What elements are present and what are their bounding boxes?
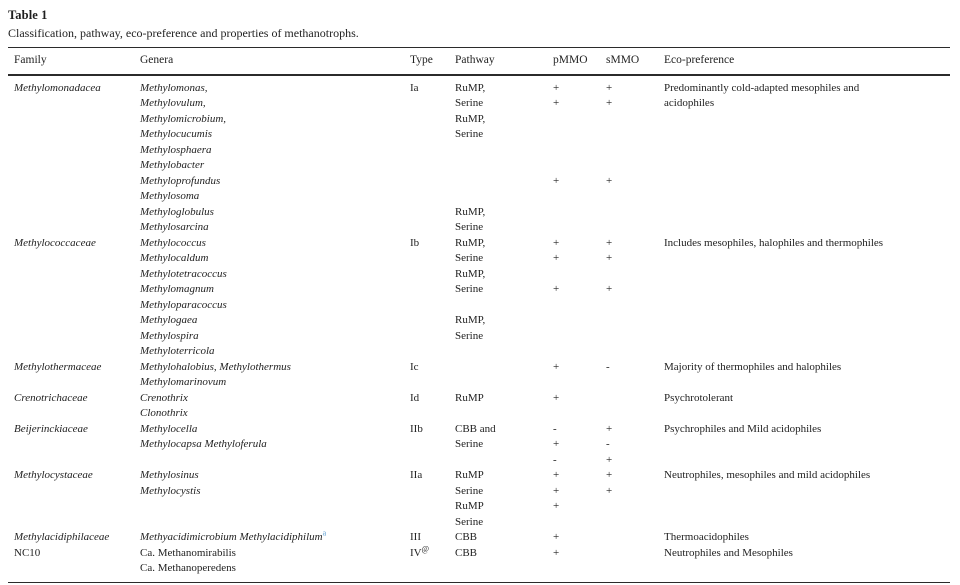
- family-cell: [8, 313, 140, 329]
- genera-cell: Methylogaea: [140, 314, 198, 326]
- methanotrophs-table: [8, 47, 950, 583]
- genera-cell: Methyloprofundus: [140, 174, 221, 187]
- eco-preference-cell: [664, 282, 950, 298]
- pmmo-cell: [553, 143, 606, 159]
- pmmo-cell: [553, 329, 606, 345]
- family-cell: [8, 282, 140, 298]
- table-row: [8, 437, 950, 453]
- pathway-cell: [455, 344, 553, 360]
- column-header-family: Family: [8, 48, 140, 75]
- smmo-cell: [606, 515, 664, 531]
- genera-cell: Methylomagnum: [140, 283, 214, 295]
- table-row: [8, 530, 950, 546]
- pmmo-cell: +: [553, 391, 560, 404]
- table-caption: Classification, pathway, eco-preference and properties of methanotrophs.: [8, 26, 359, 40]
- column-header-pmmo: pMMO: [553, 48, 606, 75]
- pmmo-cell: [553, 267, 606, 283]
- type-cell: IIb: [410, 422, 423, 435]
- eco-preference-cell: [664, 298, 950, 314]
- pathway-cell: RuMP,: [455, 205, 486, 218]
- pathway-cell: RuMP: [455, 469, 484, 481]
- family-cell: [8, 143, 140, 159]
- table-row: [8, 453, 950, 469]
- genera-cell: Methyacidimicrobium Methylacidiphilum$^a$: [140, 528, 327, 543]
- pathway-cell: Serine: [455, 221, 484, 233]
- pmmo-cell: +: [553, 252, 560, 264]
- table-title: Table 1: [8, 8, 48, 22]
- family-cell: [8, 251, 140, 267]
- methanotrophs-table-container: [8, 47, 950, 583]
- genera-cell: Methylococcus: [140, 236, 206, 249]
- genera-cell: Methylovulum,: [140, 97, 206, 109]
- type-cell: [410, 298, 455, 314]
- genera-cell: Methylocaldum: [140, 252, 209, 264]
- table-row: [8, 375, 950, 391]
- pathway-cell: Serine: [455, 128, 484, 140]
- family-cell: [8, 329, 140, 345]
- eco-preference-cell: [664, 205, 950, 221]
- family-cell: Beijerinckiaceae: [14, 422, 88, 435]
- eco-preference-cell: Includes mesophiles, halophiles and thermophiles: [664, 236, 884, 249]
- smmo-cell: [606, 344, 664, 360]
- genera-cell: Methylosoma: [140, 190, 200, 202]
- type-cell: [410, 484, 455, 500]
- family-cell: [8, 453, 140, 469]
- type-cell: [410, 453, 455, 469]
- table-row: [8, 406, 950, 422]
- eco-preference-cell: [664, 406, 950, 422]
- column-header-genera: Genera: [140, 48, 410, 75]
- table-row: [8, 205, 950, 221]
- type-cell: [410, 189, 455, 205]
- pmmo-cell: +: [553, 97, 560, 109]
- pathway-cell: RuMP: [455, 391, 484, 404]
- genera-cell: Methylosphaera: [140, 143, 212, 156]
- pmmo-cell: +: [553, 546, 560, 559]
- smmo-cell: [606, 298, 664, 314]
- type-cell: [410, 561, 455, 582]
- table-row: [8, 329, 950, 345]
- eco-preference-cell: [664, 189, 950, 205]
- pathway-cell: [455, 189, 553, 205]
- type-cell: [410, 112, 455, 128]
- genera-cell: [140, 499, 410, 515]
- genera-cell: Ca. Methanoperedens: [140, 562, 236, 574]
- table-row: [8, 468, 950, 484]
- eco-preference-cell: [664, 329, 950, 345]
- pathway-cell: CBB and: [455, 422, 496, 435]
- table-row: [8, 112, 950, 128]
- family-cell: [8, 515, 140, 531]
- genera-cell: Methylobacter: [140, 159, 205, 171]
- family-cell: [8, 267, 140, 283]
- type-cell: [410, 127, 455, 143]
- type-cell: Ia: [410, 81, 419, 94]
- table-row: [8, 282, 950, 298]
- type-cell: IIa: [410, 469, 423, 481]
- pmmo-cell: [553, 158, 606, 174]
- eco-preference-cell: [664, 561, 950, 582]
- pmmo-cell: [553, 406, 606, 422]
- family-cell: [8, 375, 140, 391]
- family-cell: [8, 96, 140, 112]
- family-cell: [8, 298, 140, 314]
- type-cell: [410, 251, 455, 267]
- type-cell: [410, 282, 455, 298]
- smmo-cell: +: [606, 236, 613, 249]
- pathway-cell: [455, 298, 553, 314]
- pathway-cell: [455, 158, 553, 174]
- eco-preference-cell: Psychrophiles and Mild acidophiles: [664, 422, 822, 435]
- pathway-cell: CBB: [455, 546, 478, 559]
- smmo-cell: [606, 143, 664, 159]
- pmmo-cell: [553, 375, 606, 391]
- column-header-pathway: Pathway: [455, 48, 553, 75]
- type-cell: Id: [410, 391, 420, 404]
- pathway-cell: Serine: [455, 283, 484, 295]
- type-cell: IV@: [410, 543, 429, 559]
- pathway-cell: Serine: [455, 484, 484, 497]
- smmo-cell: [606, 530, 664, 546]
- pmmo-cell: [553, 515, 606, 531]
- column-header-smmo: sMMO: [606, 48, 664, 75]
- pathway-cell: CBB: [455, 531, 478, 543]
- type-cell: [410, 375, 455, 391]
- genera-cell: Crenothrix: [140, 391, 188, 404]
- table-row: [8, 344, 950, 360]
- table-row: [8, 75, 950, 97]
- genera-cell: Methylospira: [140, 329, 199, 342]
- eco-preference-cell: [664, 143, 950, 159]
- table-row: [8, 561, 950, 582]
- table-row: [8, 96, 950, 112]
- pathway-cell: [455, 375, 553, 391]
- family-cell: [8, 499, 140, 515]
- smmo-cell: +: [606, 469, 613, 481]
- table-header: [8, 48, 950, 75]
- pmmo-cell: [553, 344, 606, 360]
- smmo-cell: +: [606, 283, 613, 295]
- genera-cell: [140, 515, 410, 531]
- family-cell: Methylocystaceae: [14, 469, 93, 481]
- family-cell: Methylomonadacea: [14, 81, 101, 94]
- smmo-cell: [606, 329, 664, 345]
- pathway-cell: [455, 174, 553, 190]
- pmmo-cell: [553, 220, 606, 236]
- smmo-cell: [606, 391, 664, 407]
- genera-cell: Methylohalobius, Methylothermus: [140, 360, 291, 373]
- table-row: [8, 360, 950, 376]
- family-cell: [8, 112, 140, 128]
- eco-preference-cell: [664, 127, 950, 143]
- eco-preference-cell: [664, 499, 950, 515]
- smmo-cell: [606, 220, 664, 236]
- pmmo-cell: +: [553, 500, 560, 512]
- table-row: [8, 127, 950, 143]
- pathway-cell: RuMP,: [455, 236, 486, 249]
- smmo-cell: -: [606, 360, 610, 373]
- smmo-cell: +: [606, 422, 613, 435]
- smmo-cell: +: [606, 174, 613, 187]
- family-cell: [8, 344, 140, 360]
- family-cell: [8, 127, 140, 143]
- pmmo-cell: +: [553, 81, 560, 94]
- pmmo-cell: -: [553, 422, 557, 435]
- pmmo-cell: [553, 298, 606, 314]
- smmo-cell: +: [606, 97, 613, 109]
- eco-preference-cell: acidophiles: [664, 97, 715, 109]
- pathway-cell: RuMP,: [455, 112, 486, 125]
- smmo-cell: [606, 313, 664, 329]
- eco-preference-cell: Thermoacidophiles: [664, 531, 749, 543]
- table-row: [8, 515, 950, 531]
- type-cell: [410, 437, 455, 453]
- pmmo-cell: +: [553, 484, 560, 497]
- smmo-cell: [606, 267, 664, 283]
- smmo-cell: +: [606, 81, 613, 94]
- pathway-cell: [455, 143, 553, 159]
- pathway-cell: [455, 360, 553, 376]
- family-cell: [8, 205, 140, 221]
- genera-cell: Methylocucumis: [140, 128, 213, 140]
- family-cell: NC10: [14, 546, 41, 559]
- genera-cell: Clonothrix: [140, 407, 188, 419]
- smmo-cell: [606, 205, 664, 221]
- table-row: [8, 174, 950, 190]
- type-cell: [410, 158, 455, 174]
- smmo-cell: -: [606, 438, 610, 450]
- eco-preference-cell: Predominantly cold-adapted mesophiles and: [664, 81, 860, 94]
- header-row: [8, 48, 950, 75]
- pmmo-cell: +: [553, 360, 560, 373]
- genera-cell: Methylomarinovum: [140, 376, 227, 388]
- table-row: [8, 422, 950, 438]
- table-row: [8, 189, 950, 205]
- type-cell: Ic: [410, 360, 419, 373]
- pathway-cell: RuMP,: [455, 314, 486, 326]
- type-cell: III: [410, 531, 421, 543]
- table-body: [8, 75, 950, 583]
- table-row: [8, 251, 950, 267]
- pathway-cell: [455, 406, 553, 422]
- pmmo-cell: [553, 112, 606, 128]
- smmo-cell: [606, 499, 664, 515]
- table-row: [8, 313, 950, 329]
- column-header-eco-preference: Eco-preference: [664, 48, 950, 75]
- eco-preference-cell: [664, 515, 950, 531]
- smmo-cell: [606, 158, 664, 174]
- family-cell: [8, 220, 140, 236]
- smmo-cell: +: [606, 252, 613, 264]
- pathway-cell: [455, 453, 553, 469]
- pathway-cell: Serine: [455, 515, 484, 528]
- genera-cell: Methylocapsa Methyloferula: [140, 438, 267, 450]
- pmmo-cell: +: [553, 236, 560, 249]
- type-cell: [410, 515, 455, 531]
- eco-preference-cell: [664, 251, 950, 267]
- genera-cell: Methylocystis: [140, 484, 201, 497]
- eco-preference-cell: [664, 453, 950, 469]
- genera-cell: Methylomonas,: [140, 81, 208, 94]
- pmmo-cell: +: [553, 174, 560, 187]
- pathway-cell: [455, 561, 553, 582]
- type-cell: [410, 174, 455, 190]
- genera-cell: Methylomicrobium,: [140, 112, 227, 125]
- eco-preference-cell: [664, 484, 950, 500]
- type-cell: [410, 267, 455, 283]
- smmo-cell: +: [606, 484, 613, 497]
- smmo-cell: +: [606, 453, 613, 466]
- eco-preference-cell: [664, 220, 950, 236]
- family-cell: [8, 561, 140, 582]
- pathway-cell: Serine: [455, 329, 484, 342]
- eco-preference-cell: [664, 267, 950, 283]
- pmmo-cell: +: [553, 531, 560, 543]
- eco-preference-cell: Neutrophiles and Mesophiles: [664, 546, 793, 559]
- pathway-cell: RuMP: [455, 500, 484, 512]
- smmo-cell: [606, 561, 664, 582]
- genera-cell: Methylotetracoccus: [140, 267, 227, 280]
- type-cell: [410, 96, 455, 112]
- genera-cell: Methyloterricola: [140, 345, 215, 357]
- family-cell: [8, 437, 140, 453]
- smmo-cell: [606, 189, 664, 205]
- genera-cell: Methylocella: [140, 422, 198, 435]
- family-cell: Methylococcaceae: [14, 236, 96, 249]
- type-cell: Ib: [410, 236, 420, 249]
- eco-preference-cell: [664, 437, 950, 453]
- pmmo-cell: [553, 205, 606, 221]
- pathway-cell: Serine: [455, 252, 484, 264]
- table-row: [8, 499, 950, 515]
- eco-preference-cell: [664, 158, 950, 174]
- pathway-cell: Serine: [455, 97, 484, 109]
- family-cell: [8, 174, 140, 190]
- family-cell: Methylacidiphilaceae: [14, 531, 110, 543]
- table-row: [8, 546, 950, 562]
- type-cell: [410, 499, 455, 515]
- genera-cell: Methylosinus: [140, 469, 199, 481]
- family-cell: Methylothermaceae: [14, 360, 102, 373]
- type-cell: [410, 220, 455, 236]
- eco-preference-cell: [664, 313, 950, 329]
- pmmo-cell: -: [553, 453, 557, 466]
- eco-preference-cell: Neutrophiles, mesophiles and mild acidophiles: [664, 469, 871, 481]
- table-row: [8, 298, 950, 314]
- genera-cell: Methyloglobulus: [140, 205, 214, 218]
- pmmo-cell: [553, 561, 606, 582]
- table-row: [8, 391, 950, 407]
- family-cell: [8, 158, 140, 174]
- pmmo-cell: +: [553, 438, 560, 450]
- pathway-cell: RuMP,: [455, 81, 486, 94]
- pmmo-cell: [553, 189, 606, 205]
- eco-preference-cell: [664, 174, 950, 190]
- smmo-cell: [606, 375, 664, 391]
- eco-preference-cell: [664, 112, 950, 128]
- family-cell: [8, 484, 140, 500]
- genera-cell: Ca. Methanomirabilis: [140, 546, 236, 559]
- genera-cell: Methylosarcina: [140, 221, 209, 233]
- family-cell: Crenotrichaceae: [14, 391, 88, 404]
- pmmo-cell: [553, 127, 606, 143]
- table-row: [8, 143, 950, 159]
- pathway-cell: RuMP,: [455, 267, 486, 280]
- table-row: [8, 236, 950, 252]
- pathway-cell: Serine: [455, 438, 484, 450]
- table-row: [8, 220, 950, 236]
- eco-preference-cell: [664, 375, 950, 391]
- column-header-type: Type: [410, 48, 455, 75]
- pmmo-cell: +: [553, 283, 560, 295]
- smmo-cell: [606, 546, 664, 562]
- pmmo-cell: +: [553, 469, 560, 481]
- table-row: [8, 484, 950, 500]
- eco-preference-cell: Majority of thermophiles and halophiles: [664, 360, 842, 373]
- table-row: [8, 267, 950, 283]
- eco-preference-cell: [664, 344, 950, 360]
- smmo-cell: [606, 112, 664, 128]
- smmo-cell: [606, 406, 664, 422]
- pmmo-cell: [553, 313, 606, 329]
- family-cell: [8, 406, 140, 422]
- smmo-cell: [606, 127, 664, 143]
- footnote-link-a[interactable]: a: [322, 528, 327, 538]
- type-cell: [410, 406, 455, 422]
- table-row: [8, 158, 950, 174]
- type-cell: [410, 143, 455, 159]
- type-cell: [410, 313, 455, 329]
- type-cell: [410, 205, 455, 221]
- genera-cell: [140, 453, 410, 469]
- type-superscript: @: [421, 543, 429, 553]
- type-cell: [410, 344, 455, 360]
- family-cell: [8, 189, 140, 205]
- type-cell: [410, 329, 455, 345]
- eco-preference-cell: Psychrotolerant: [664, 391, 734, 404]
- genera-cell: Methyloparacoccus: [140, 298, 227, 311]
